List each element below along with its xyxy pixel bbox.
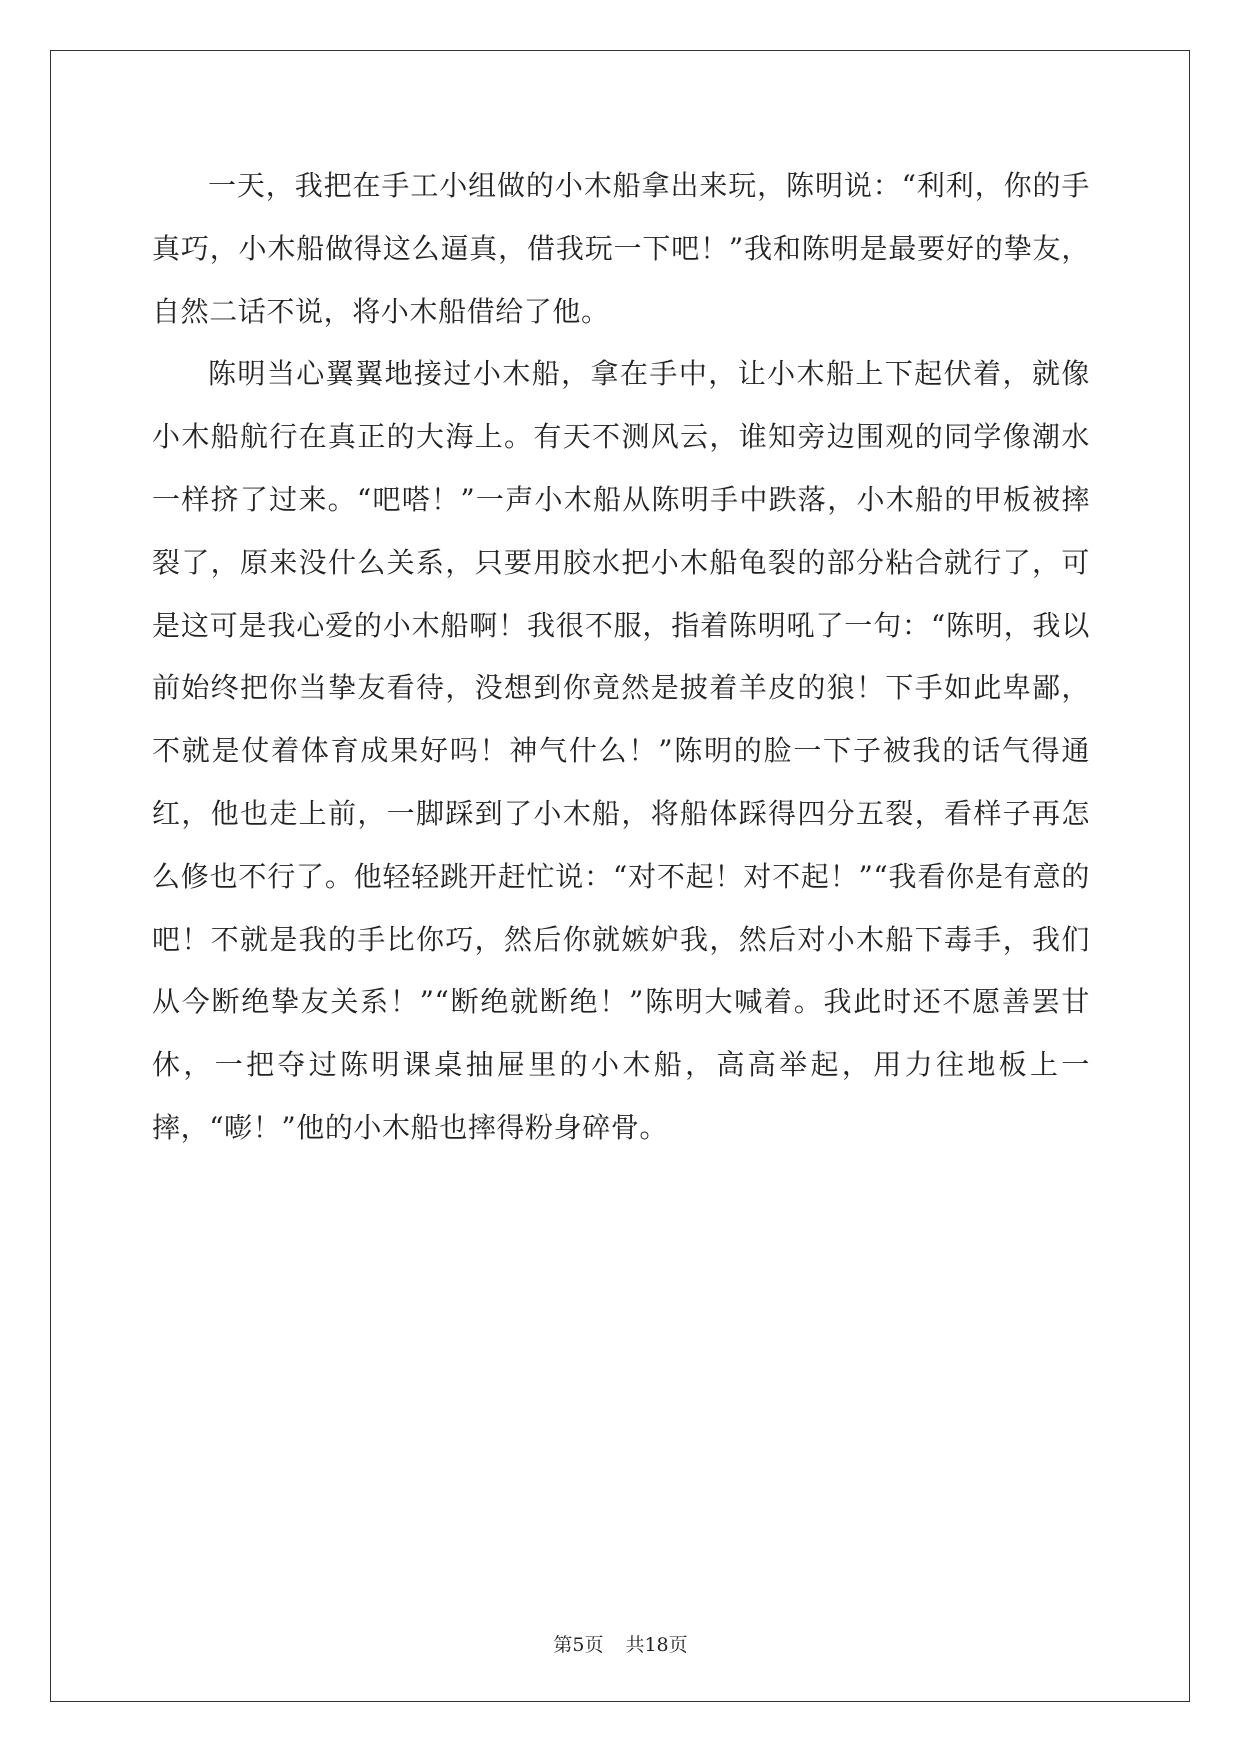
document-body	[152, 155, 1090, 1160]
page-footer	[0, 1630, 1241, 1657]
paragraph-2: 陈明当心翼翼地接过小木船，拿在手中，让小木船上下起伏着，就像小木船航行在真正的大海上。有天不测风云，谁知旁边围观的同学像潮水一样挤了过来。“吧嗒！”一声小木船从陈明手中跌落，小木船的甲板被摔裂了，原来没什么关系，只要用胶水把小木船龟裂的部分粘合就行了，可是这可是我心爱的小木船啊！我很不服，指着陈明吼了一句：“陈明，我以前始终把你当挚友看待，没想到你竟然是披着羊皮的狼！下手如此卑鄙，不就是仗着体育成果好吗！神气什么！”陈明的脸一下子被我的话气得通红，他也走上前，一脚踩到了小木船，将船体踩得四分五裂，看样子再怎么修也不行了。他轻轻跳开赶忙说：“对不起！对不起！”“我看你是有意的吧！不就是我的手比你巧，然后你就嫉妒我，然后对小木船下毒手，我们从今断绝挚友关系！”“断绝就断绝！”陈明大喊着。我此时还不愿善罢甘休，一把夺过陈明课桌抽屉里的小木船，高高举起，用力往地板上一摔，“嘭！”他的小木船也摔得粉身碎骨。	[152, 357, 1090, 1144]
paragraph-1: 一天，我把在手工小组做的小木船拿出来玩，陈明说：“利利，你的手真巧，小木船做得这么逼真，借我玩一下吧！”我和陈明是最要好的挚友，自然二话不说，将小木船借给了他。	[152, 169, 1090, 328]
page-number: 第5页	[553, 1634, 604, 1656]
page-total: 共18页	[625, 1634, 688, 1656]
